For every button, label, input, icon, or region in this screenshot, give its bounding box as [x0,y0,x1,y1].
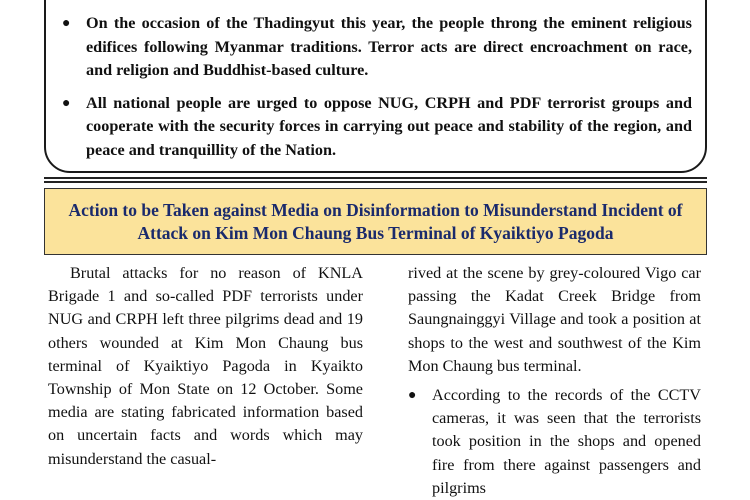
article-bullet-item [408,384,701,500]
article-headline [44,188,707,255]
bullet-icon: ● [62,16,71,31]
divider-rule [44,181,707,183]
article-paragraph: rived at the scene by grey-coloured Vigo car passing the Kadat Creek Bridge from Saungnainggyi Village and took a position at shops to the west and southwest of the Kim Mon Chaung bus terminal. [408,264,701,375]
article-column-right [408,262,701,500]
notice-list [62,12,692,171]
notice-item-text: On the occasion of the Thadingyut this year, the people throng the eminent religious edifices following Myanmar traditions. Terror acts are direct encroachment on race, and religion and Buddhist-based culture. [86,14,692,79]
notice-item [62,12,692,83]
headline-text: Action to be Taken against Media on Disinformation to Misunderstand Incident of Attack on Kim Mon Chaung Bus Terminal of Kyaiktiyo Pagoda [68,199,683,243]
article-bullet-text: According to the records of the CCTV cameras, it was seen that the terrorists took position in the shops and opened fire from there against passengers and pilgrims [432,386,701,497]
bullet-icon: ● [408,388,417,404]
bullet-icon: ● [62,95,71,111]
notice-item-text: All national people are urged to oppose NUG, CRPH and PDF terrorist groups and cooperate with the security forces in carrying out peace and stability of the region, and peace and tranquillity of the Nation. [86,93,692,159]
article-column-left [48,262,363,471]
notice-item [62,92,692,163]
divider-rule [44,177,707,179]
article-paragraph: Brutal attacks for no reason of KNLA Brigade 1 and so-called PDF terrorists under NUG and CRPH left three pilgrims dead and 19 others wounded at Kim Mon Chaung bus terminal of Kyaiktiyo Pagoda in Kyaikto Township of Mon State on 12 October. Some media are stating fabricated information based on uncertain facts and words which may misunderstand the casual- [48,264,363,468]
